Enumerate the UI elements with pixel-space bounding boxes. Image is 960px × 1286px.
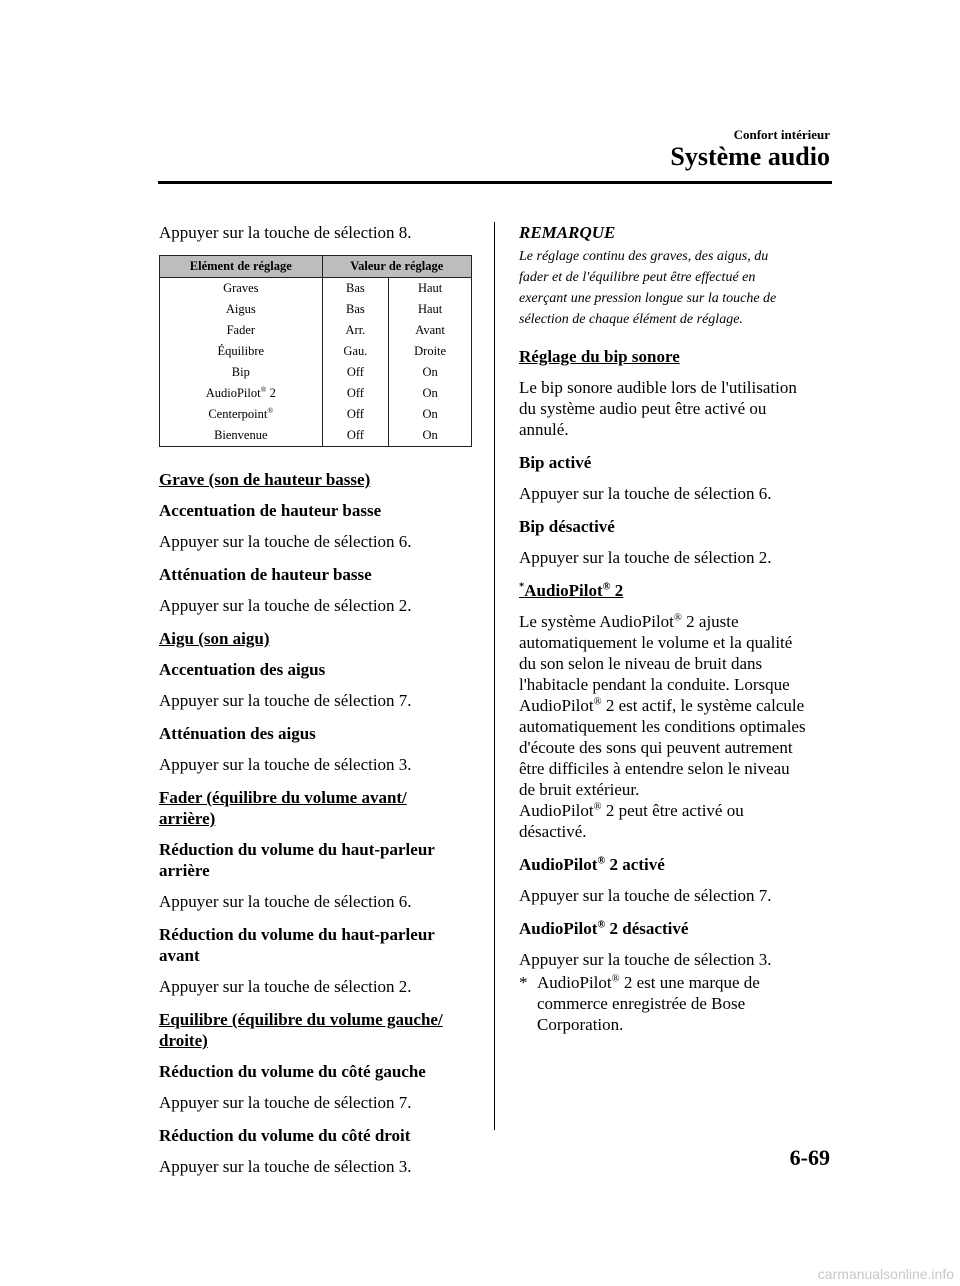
cell-item: Graves <box>160 278 323 300</box>
heading-treble: Aigu (son aigu) <box>159 629 270 648</box>
cell-low: Off <box>322 383 389 404</box>
table-row <box>160 383 472 404</box>
subheading-balance-right: Réduction du volume du côté droit <box>159 1126 411 1145</box>
remark-title: REMARQUE <box>519 223 616 242</box>
subheading-audiopilot-on: AudioPilot® 2 activé <box>519 855 665 874</box>
subheading-bass-up: Accentuation de hauteur basse <box>159 501 382 520</box>
text-beep-on: Appuyer sur la touche de sélection 6. <box>519 484 772 503</box>
cell-low: Off <box>322 425 389 447</box>
cell-low: Off <box>322 404 389 425</box>
table-row <box>160 299 472 320</box>
cell-high: Droite <box>389 341 472 362</box>
subheading-fader-rear: Réduction du volume du haut-parleur arrière <box>159 840 435 880</box>
text-audiopilot-off: Appuyer sur la touche de sélection 3. <box>519 950 772 969</box>
column-divider <box>494 222 495 1130</box>
text-bass-down: Appuyer sur la touche de sélection 2. <box>159 596 412 615</box>
heading-beep: Réglage du bip sonore <box>519 347 680 366</box>
cell-high: On <box>389 425 472 447</box>
cell-item: Aigus <box>160 299 323 320</box>
table-row <box>160 404 472 425</box>
cell-high: On <box>389 383 472 404</box>
text-audiopilot-on: Appuyer sur la touche de sélection 7. <box>519 886 772 905</box>
heading-audiopilot: *AudioPilot® 2 <box>519 581 624 600</box>
table-row <box>160 362 472 383</box>
heading-bass: Grave (son de hauteur basse) <box>159 470 371 489</box>
cell-item: Équilibre <box>160 341 323 362</box>
subheading-bass-down: Atténuation de hauteur basse <box>159 565 372 584</box>
subheading-fader-front: Réduction du volume du haut-parleur avant <box>159 925 435 965</box>
remark-body: Le réglage continu des graves, des aigus, du fader et de l'équilibre peut être effectué en exerçant une pression longue sur la touche de sélection de chaque élément de réglage. <box>519 249 777 327</box>
page-number: 6-69 <box>789 1145 830 1170</box>
subheading-balance-left: Réduction du volume du côté gauche <box>159 1062 426 1081</box>
cell-item: Bienvenue <box>160 425 323 447</box>
cell-high: Haut <box>389 278 472 300</box>
text-balance-right: Appuyer sur la touche de sélection 3. <box>159 1157 412 1176</box>
text-fader-front: Appuyer sur la touche de sélection 2. <box>159 977 412 996</box>
header-rule <box>158 181 832 184</box>
text-balance-left: Appuyer sur la touche de sélection 7. <box>159 1093 412 1112</box>
table-row <box>160 341 472 362</box>
text-audiopilot: Le système AudioPilot® 2 ajuste automatiquement le volume et la qualité du son selon le niveau de bruit dans l'habitacle pendant la conduite. Lorsque AudioPilot® 2 est actif, le système calcule automatiquement les conditions optimales d'écoute des sons qui peuvent autrement être difficiles à entendre selon le niveau de bruit extérieur. AudioPilot® 2 peut être activé ou désactivé. <box>519 612 806 841</box>
cell-high: Haut <box>389 299 472 320</box>
text-beep-off: Appuyer sur la touche de sélection 2. <box>519 548 772 567</box>
cell-high: Avant <box>389 320 472 341</box>
cell-low: Arr. <box>322 320 389 341</box>
header-section-label: Confort intérieur <box>733 127 830 142</box>
intro-text: Appuyer sur la touche de sélection 8. <box>159 223 412 242</box>
cell-item: Fader <box>160 320 323 341</box>
heading-fader: Fader (équilibre du volume avant/ arrière) <box>159 788 407 828</box>
cell-low: Gau. <box>322 341 389 362</box>
left-column <box>159 222 474 1189</box>
subheading-audiopilot-off: AudioPilot® 2 désactivé <box>519 919 689 938</box>
watermark: carmanualsonline.info <box>817 1266 954 1282</box>
footnote-text: AudioPilot® 2 est une marque de commerce enregistrée de Bose Corporation. <box>537 973 760 1034</box>
table-header-row <box>160 256 472 278</box>
right-column <box>519 222 834 1035</box>
text-treble-up: Appuyer sur la touche de sélection 7. <box>159 691 412 710</box>
text-bass-up: Appuyer sur la touche de sélection 6. <box>159 532 412 551</box>
cell-low: Bas <box>322 299 389 320</box>
col-header-item: Elément de réglage <box>160 256 323 278</box>
text-treble-down: Appuyer sur la touche de sélection 3. <box>159 755 412 774</box>
settings-table <box>159 255 472 447</box>
cell-high: On <box>389 362 472 383</box>
table-row <box>160 425 472 447</box>
cell-high: On <box>389 404 472 425</box>
table-row <box>160 278 472 300</box>
cell-item: Centerpoint® <box>160 404 323 425</box>
heading-balance: Equilibre (équilibre du volume gauche/ droite) <box>159 1010 443 1050</box>
footnote-marker: * <box>519 973 528 992</box>
footnote <box>519 972 834 1035</box>
subheading-treble-down: Atténuation des aigus <box>159 724 316 743</box>
subheading-beep-off: Bip désactivé <box>519 517 615 536</box>
text-beep-intro: Le bip sonore audible lors de l'utilisation du système audio peut être activé ou annulé. <box>519 378 797 439</box>
text-fader-rear: Appuyer sur la touche de sélection 6. <box>159 892 412 911</box>
col-header-value: Valeur de réglage <box>322 256 471 278</box>
table-row <box>160 320 472 341</box>
header-title: Système audio <box>670 142 830 171</box>
cell-low: Bas <box>322 278 389 300</box>
cell-low: Off <box>322 362 389 383</box>
cell-item: Bip <box>160 362 323 383</box>
subheading-beep-on: Bip activé <box>519 453 592 472</box>
subheading-treble-up: Accentuation des aigus <box>159 660 326 679</box>
cell-item: AudioPilot® 2 <box>160 383 323 404</box>
